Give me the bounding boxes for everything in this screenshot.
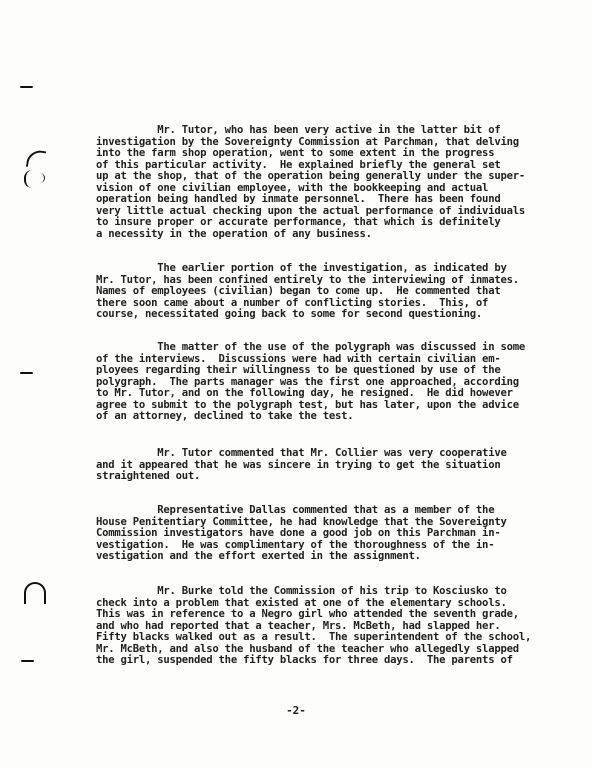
text-line: of this particular activity. He explained briefly the general set [96,158,501,171]
text-line: Mr. Tutor, has been confined entirely to the interviewing of inmates. [96,273,519,286]
text-line: the girl, suspended the fifty blacks for three days. The parents of [96,654,513,666]
text-line: Mr. Burke told the Commission of his trip to Kosciusko to [96,585,507,597]
text-line: and it appeared that he was sincere in trying to get the situation [96,458,501,471]
page-number: -2- [286,704,306,717]
paragraph-interviews [96,263,526,321]
text-line: polygraph. The parts manager was the first one approached, according [96,375,519,388]
punch-hole-mark [26,149,46,169]
text-line: operation being handled by inmate personnel. There has been found [96,193,501,205]
text-line: The matter of the use of the polygraph was discussed in some [96,341,525,353]
text-line: Commission investigators have done a good job on this Parchman in- [96,527,501,539]
text-line: This was in reference to a Negro girl who attended the seventh grade, [96,608,519,620]
paragraph-polygraph [96,342,526,423]
text-line: of the interviews. Discussions were had with certain civilian em- [96,352,501,365]
text-line: of an attorney, declined to take the test. [96,410,354,422]
text-line: Names of employees (civilian) began to come up. He commented that [96,285,501,297]
paragraph-collier [96,448,526,483]
text-line: Mr. Tutor, who has been very active in the latter bit of [96,124,501,136]
text-line: to Mr. Tutor, and on the following day, he resigned. He did however [96,387,513,399]
punch-hole-mark [24,170,34,188]
text-line: Mr. Tutor commented that Mr. Collier was very cooperative [96,447,507,459]
text-line: agree to submit to the polygraph test, but has later, upon the advice [96,398,519,411]
text-line: very little actual checking upon the actual performance of individuals [96,204,525,217]
text-line: check into a problem that existed at one of the elementary schools. [96,596,507,609]
text-line: Representative Dallas commented that as a member of the [96,504,495,516]
text-line: vision of one civilian employee, with the bookkeeping and actual [96,181,489,194]
text-line: up at the shop, that of the operation being generally under the super- [96,170,525,182]
text-line: vestigation and the effort exerted in the assignment. [96,550,421,562]
text-line: straightened out. [96,470,201,482]
text-line: vestigation. He was complimentary of the thoroughness of the in- [96,538,495,551]
text-line: there soon came about a number of conflicting stories. This, of [96,296,489,309]
text-line: to insure proper or accurate performance, that which is definitely [96,216,501,228]
margin-dash-mark [20,372,33,374]
text-line: The earlier portion of the investigation, as indicated by [96,262,507,274]
paragraph-dallas [96,505,526,563]
paragraph-burke [96,585,532,667]
text-line: Fifty blacks walked out as a result. The superintendent of the school, [96,631,532,643]
margin-dash-mark [20,86,33,88]
text-line: into the farm shop operation, went to some extent in the progress [96,147,495,159]
margin-dash-mark [21,660,34,662]
punch-hole-mark [24,582,46,604]
text-line: ployees regarding their willingness to be questioned by use of the [96,364,501,376]
text-line: House Penitentiary Committee, he had knowledge that the Sovereignty [96,515,507,528]
text-line: and who had reported that a teacher, Mrs. McBeth, had slapped her. [96,619,501,632]
paragraph-farm-shop [96,125,526,240]
text-line: a necessity in the operation of any business. [96,227,372,240]
punch-hole-mark [40,173,45,183]
text-line: Mr. McBeth, and also the husband of the teacher who allegedly slapped [96,642,519,655]
text-line: investigation by the Sovereignty Commission at Parchman, that delving [96,135,519,148]
text-line: course, necessitated going back to some for second questioning. [96,308,483,320]
